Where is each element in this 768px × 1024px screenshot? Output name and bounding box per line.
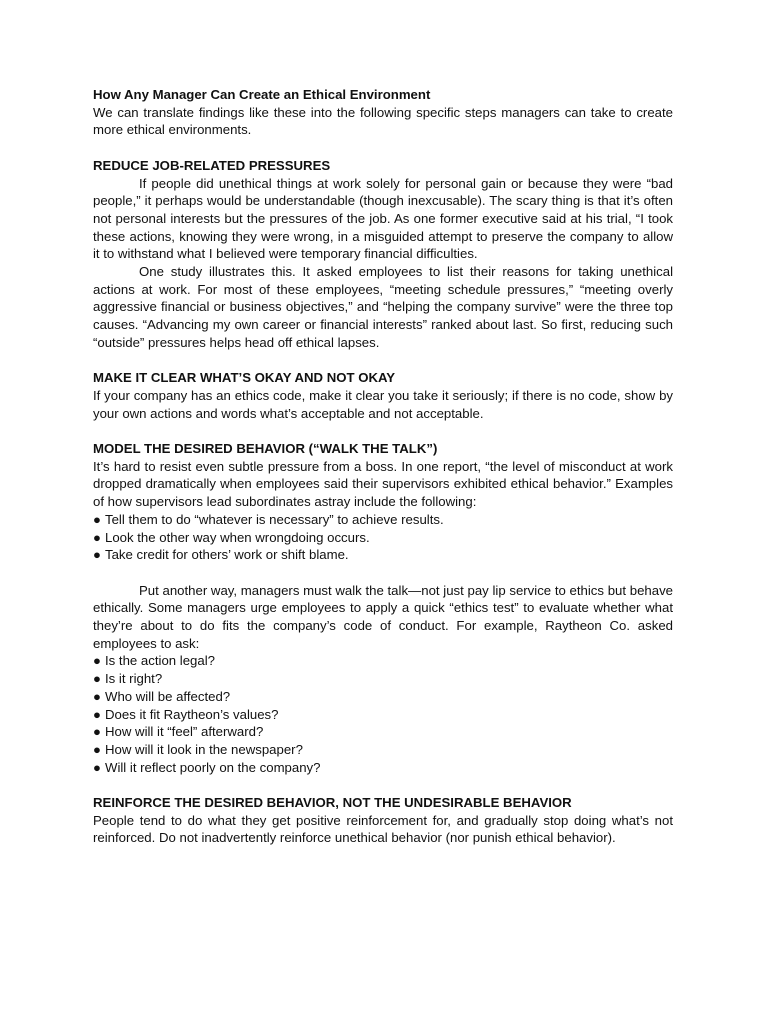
list-item-text: Does it fit Raytheon’s values? <box>105 706 279 722</box>
bullet-icon: ● <box>93 653 101 669</box>
document-page <box>93 86 673 847</box>
document-title: How Any Manager Can Create an Ethical Environment <box>93 87 431 102</box>
list-item <box>93 652 673 670</box>
list-item <box>93 511 673 529</box>
section-paragraph: Put another way, managers must walk the talk—not just pay lip service to ethics but behave ethically. Some managers urge employees to apply a quick “ethics test” to evaluate whether what they’re about to do fits the company’s code of conduct. For example, Raytheon Co. asked employees to ask: <box>93 582 673 651</box>
list-item-text: Who will be affected? <box>105 688 231 704</box>
bullet-icon: ● <box>93 529 101 545</box>
list-item <box>93 546 673 564</box>
list-item-text: Is the action legal? <box>105 653 215 669</box>
list-item-text: How will it “feel” afterward? <box>105 724 264 740</box>
bullet-icon: ● <box>93 511 101 527</box>
spacer <box>93 564 673 582</box>
list-item-text: Look the other way when wrongdoing occurs. <box>105 529 370 545</box>
list-item-text: Is it right? <box>105 671 163 687</box>
section-paragraph: People tend to do what they get positive reinforcement for, and gradually stop doing what’s not reinforced. Do not inadvertently reinforce unethical behavior (nor punish ethical behavior). <box>93 812 673 846</box>
list-item <box>93 723 673 741</box>
spacer <box>93 352 673 370</box>
section-heading-reinforce: REINFORCE THE DESIRED BEHAVIOR, NOT THE UNDESIRABLE BEHAVIOR <box>93 795 572 811</box>
bullet-icon: ● <box>93 741 101 757</box>
list-item-text: How will it look in the newspaper? <box>105 741 303 757</box>
bullet-icon: ● <box>93 759 101 775</box>
section-heading-model-behavior: MODEL THE DESIRED BEHAVIOR (“WALK THE TALK”) <box>93 441 438 457</box>
section-heading-clear-okay: MAKE IT CLEAR WHAT’S OKAY AND NOT OKAY <box>93 370 396 386</box>
list-item-text: Tell them to do “whatever is necessary” to achieve results. <box>105 511 444 527</box>
spacer <box>93 139 673 157</box>
bullet-icon: ● <box>93 688 101 704</box>
list-item-text: Take credit for others’ work or shift blame. <box>105 547 349 563</box>
section-heading-reduce-pressures: REDUCE JOB-RELATED PRESSURES <box>93 157 331 173</box>
list-item <box>93 529 673 547</box>
list-item-text: Will it reflect poorly on the company? <box>105 759 321 775</box>
bullet-list-ethics-test <box>93 652 673 776</box>
list-item <box>93 759 673 777</box>
list-item <box>93 688 673 706</box>
spacer <box>93 422 673 440</box>
bullet-icon: ● <box>93 724 101 740</box>
section-paragraph: One study illustrates this. It asked employees to list their reasons for taking unethical actions at work. For most of these employees, “meeting schedule pressures,” “meeting overly aggressive financial or business objectives,” and “helping the company survive” were the three top causes. “Advancing my own career or financial interests” ranked about last. So first, reducing such “outside” pressures helps head off ethical lapses. <box>93 264 673 350</box>
spacer <box>93 776 673 794</box>
bullet-list-astray <box>93 511 673 564</box>
intro-paragraph: We can translate findings like these into the following specific steps managers can take to create more ethical environments. <box>93 104 673 138</box>
bullet-icon: ● <box>93 706 101 722</box>
list-item <box>93 706 673 724</box>
section-paragraph: It’s hard to resist even subtle pressure from a boss. In one report, “the level of misconduct at work dropped dramatically when employees said their supervisors exhibited ethical behavior.” Examples of how supervisors lead subordinates astray include the following: <box>93 458 673 510</box>
bullet-icon: ● <box>93 671 101 687</box>
section-paragraph: If your company has an ethics code, make it clear you take it seriously; if there is no code, show by your own actions and words what’s acceptable and not acceptable. <box>93 387 673 421</box>
section-paragraph: If people did unethical things at work solely for personal gain or because they were “bad people,” it perhaps would be understandable (though inexcusable). The scary thing is that it’s often not personal interests but the pressures of the job. As one former executive said at his trial, “I took these actions, knowing they were wrong, in a misguided attempt to preserve the company to allow it to withstand what I believed were temporary financial difficulties. <box>93 175 673 262</box>
list-item <box>93 741 673 759</box>
list-item <box>93 670 673 688</box>
bullet-icon: ● <box>93 547 101 563</box>
